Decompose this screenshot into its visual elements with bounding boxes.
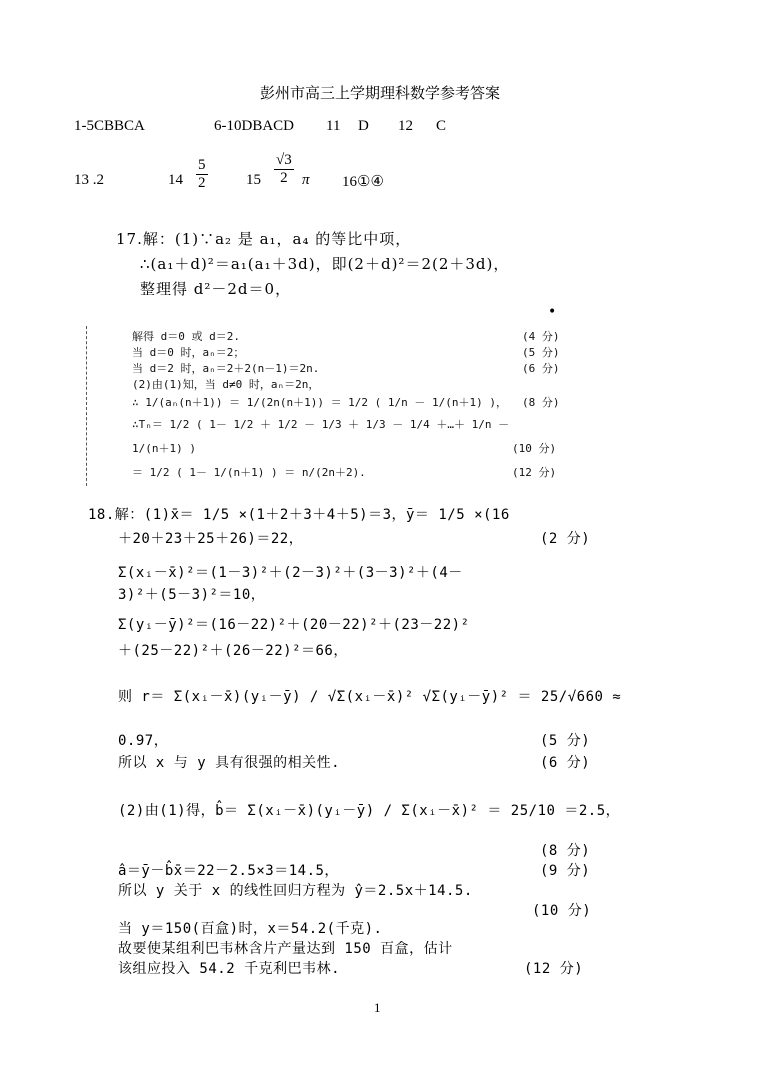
q17-scan-line: 1/(n＋1) ) xyxy=(132,442,196,455)
q17-scan-score: (4 分) xyxy=(522,330,560,343)
q17-scan-score: (5 分) xyxy=(522,346,560,359)
answer-1-5: 1-5CBBCA xyxy=(74,118,145,134)
q18-line-16: 故要使某组利巴韦林含片产量达到 150 百盒，估计 xyxy=(118,941,453,957)
q17-scan-score: (12 分) xyxy=(512,466,557,479)
q17-scan-line: 解得 d＝0 或 d＝2. xyxy=(132,330,240,343)
q18-line-17: 该组应投入 54.2 千克利巴韦林. xyxy=(118,961,341,977)
q18-line-5: Σ(yᵢ－ȳ)²＝(16－22)²＋(20－22)²＋(23－22)² xyxy=(118,617,470,633)
q18-score: (5 分) xyxy=(540,733,591,749)
q18-line-4: 3)²＋(5－3)²＝10， xyxy=(118,587,266,603)
q17-scan-line: ∴ 1/(aₙ(n＋1)) ＝ 1/(2n(n＋1)) ＝ 1/2 ( 1/n － 1/(n＋1) )， xyxy=(132,396,508,409)
q18-line-3: Σ(xᵢ－x̄)²＝(1－3)²＋(2－3)²＋(3－3)²＋(4－ xyxy=(118,565,463,581)
fraction-denominator: 2 xyxy=(280,169,288,186)
answer-14-label: 14 xyxy=(168,172,183,188)
q18-line-7: 则 r＝ Σ(xᵢ－x̄)(yᵢ－ȳ) / √Σ(xᵢ－x̄)² √Σ(yᵢ－ȳ)² ＝ 25/√660 ≈ xyxy=(118,689,622,705)
answer-11-value: D xyxy=(358,118,369,134)
q18-line-15: 当 y＝150(百盒)时，x＝54.2(千克). xyxy=(118,921,383,937)
q18-score: (6 分) xyxy=(540,755,591,771)
q18-score: (9 分) xyxy=(540,863,591,879)
answer-13: 13 .2 xyxy=(74,172,104,188)
q18-score: (2 分) xyxy=(540,531,591,547)
page-number: 1 xyxy=(374,1000,381,1015)
q18-score: (10 分) xyxy=(532,903,592,919)
answer-15-pi: π xyxy=(302,172,310,188)
fraction-denominator: 2 xyxy=(198,174,206,191)
scan-margin-line xyxy=(86,326,87,486)
q18-line-10: (2)由(1)得，b̂＝ Σ(xᵢ－x̄)(yᵢ－ȳ) / Σ(xᵢ－x̄)² ＝ 25/10 ＝2.5， xyxy=(118,803,621,819)
q17-scan-line: ∴Tₙ＝ 1/2 ( 1－ 1/2 ＋ 1/2 － 1/3 ＋ 1/3 － 1/4 ＋…＋ 1/n － xyxy=(132,418,510,431)
q17-scan-score: (6 分) xyxy=(522,362,560,375)
q18-line-2: ＋20＋23＋25＋26)＝22， xyxy=(118,531,304,547)
q17-line-1: 17.解：(1)∵a₂ 是 a₁，a₄ 的等比中项， xyxy=(116,230,412,248)
fraction-numerator: √3 xyxy=(276,152,292,168)
q17-line-2: ∴(a₁＋d)²＝a₁(a₁＋3d)，即(2＋d)²＝2(2＋3d)， xyxy=(140,255,510,273)
answer-16: 16①④ xyxy=(342,174,384,190)
answer-11-label: 11 xyxy=(326,118,341,134)
q18-score: (12 分) xyxy=(524,961,584,977)
q18-line-1: 18.解：(1)x̄＝ 1/5 ×(1＋2＋3＋4＋5)＝3，ȳ＝ 1/5 ×(16 xyxy=(88,507,510,523)
answer-15-fraction xyxy=(274,152,294,186)
q17-scan-score: (8 分) xyxy=(522,396,560,409)
q17-dot: • xyxy=(548,304,557,320)
q17-scan-line: 当 d＝0 时，aₙ＝2； xyxy=(132,346,245,359)
q17-scan-line: ＝ 1/2 ( 1－ 1/(n＋1) ) ＝ n/(2n＋2). xyxy=(132,466,366,479)
q18-score: (8 分) xyxy=(540,843,591,859)
page-title: 彭州市高三上学期理科数学参考答案 xyxy=(259,84,500,102)
answer-12-label: 12 xyxy=(398,118,413,134)
q18-line-13: 所以 y 关于 x 的线性回归方程为 ŷ＝2.5x＋14.5. xyxy=(118,883,473,899)
answer-14-fraction xyxy=(196,157,208,191)
answer-6-10: 6-10DBACD xyxy=(214,118,295,134)
q18-line-8: 0.97， xyxy=(118,733,169,749)
q17-scan-line: (2)由(1)知，当 d≠0 时，aₙ＝2n， xyxy=(132,378,320,391)
answer-15-label: 15 xyxy=(246,172,261,188)
q18-line-12: â＝ȳ－b̂x̄＝22－2.5×3＝14.5， xyxy=(118,863,339,879)
answer-12-value: C xyxy=(436,118,447,134)
fraction-numerator: 5 xyxy=(198,157,206,173)
q17-line-3: 整理得 d²－2d＝0， xyxy=(140,280,292,298)
q18-line-9: 所以 x 与 y 具有很强的相关性. xyxy=(118,755,341,771)
q17-scan-score: (10 分) xyxy=(512,442,557,455)
q18-line-6: ＋(25－22)²＋(26－22)²＝66， xyxy=(118,643,348,659)
q17-scan-line: 当 d＝2 时，aₙ＝2＋2(n－1)＝2n. xyxy=(132,362,320,375)
